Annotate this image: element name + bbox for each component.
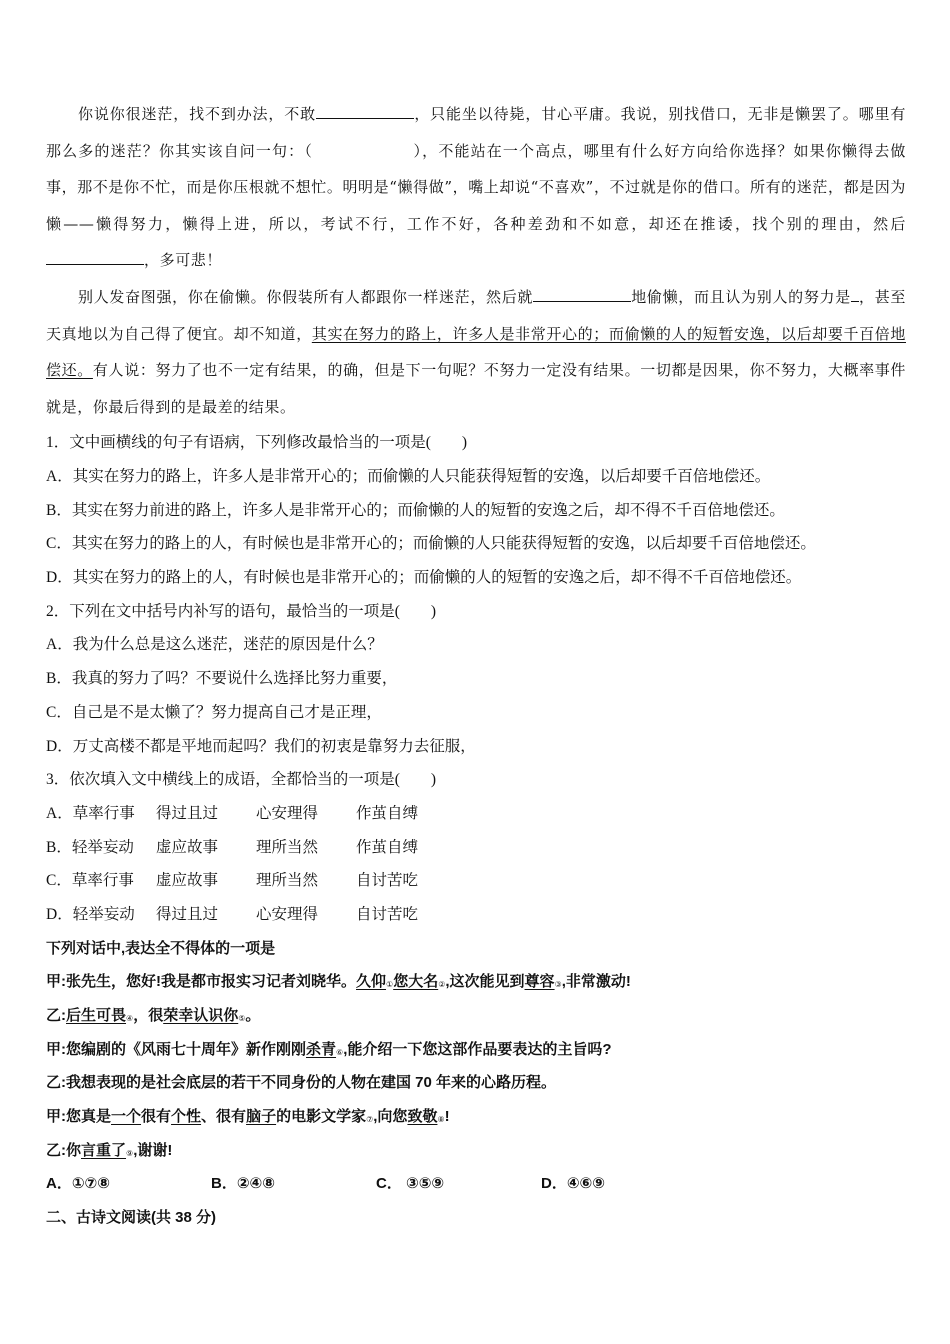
dialogue-line-4: 乙:我想表现的是社会底层的若干不同身份的人物在建国 70 年来的心路历程。 — [46, 1074, 557, 1092]
circled-number: ② — [438, 980, 446, 990]
idiom: D．轻举妄动 — [46, 905, 135, 923]
underlined-word: 您大名 — [393, 973, 439, 991]
dialogue-text: 甲:张先生，您好!我是都市报实习记者刘晓华。 — [46, 973, 356, 991]
idiom: 理所当然 — [256, 872, 319, 890]
dialogue-text: 甲:您真是 — [46, 1108, 111, 1126]
question-1-option-d: D．其实在努力的路上的人，有时候也是非常开心的；而偷懒的人的短暂的安逸之后，却不得不千百倍地偿还。 — [46, 569, 802, 587]
fill-blank-1 — [316, 104, 414, 119]
underlined-word: 杀青 — [306, 1040, 337, 1058]
idiom: C．草率行事 — [46, 872, 134, 890]
document-page — [46, 96, 906, 1235]
passage-text: ，甚至天真地以为自己得了便宜。却不知道， — [46, 287, 907, 343]
dialogue-text: ,非常激动! — [561, 973, 631, 991]
passage-text: 你说你很迷茫，找不到办法，不敢 — [78, 105, 317, 123]
idiom: 心安理得 — [256, 905, 319, 923]
circled-number: ① — [386, 980, 394, 990]
circled-number: ⑥ — [336, 1047, 344, 1057]
passage-text: 有人说：努力了也不一定有结果，的确，但是下一句呢？不努力一定没有结果。一切都是因果，你不努力，大概率事件就是，你最后得到的是最差的结果。 — [46, 361, 906, 416]
idiom: 作茧自缚 — [356, 804, 419, 822]
circled-number: ③ — [554, 980, 562, 990]
idiom: 自讨苦吃 — [356, 905, 419, 923]
circled-number: ④ — [126, 1014, 134, 1024]
question-2-option-a: A．我为什么总是这么迷茫，迷茫的原因是什么？ — [46, 636, 383, 654]
idiom: 作茧自缚 — [356, 838, 419, 856]
question-4-stem: 下列对话中,表达全不得体的一项是 — [46, 939, 276, 957]
fill-blank-2 — [46, 250, 144, 265]
idiom: 自讨苦吃 — [356, 872, 419, 890]
passage-text: ），不能站在一个高点，哪里有什么好方向给你选择？如果你懒得去做事，那不是你不忙，而是你压根就不想忙。明明是“懒得做”，嘴上却说“不喜欢”，不过就是你的借口。所有的迷茫，都是因为懒——懒得努力，懒得上进，所以，考试不行，工作不好，各种差劲和不如意，却还在推诿，找个别的理由，然后 — [46, 141, 907, 233]
underlined-word: 一个 — [111, 1108, 142, 1126]
question-2-stem: 2．下列在文中括号内补写的语句，最恰当的一项是( ) — [46, 602, 437, 620]
dialogue-text: ,谢谢! — [133, 1141, 173, 1159]
question-3-stem: 3．依次填入文中横线上的成语，全都恰当的一项是( ) — [46, 771, 437, 789]
fill-blank-3 — [533, 287, 631, 302]
question-4-options — [46, 1167, 906, 1201]
idiom: 心安理得 — [256, 804, 319, 822]
question-3-option-c — [46, 864, 906, 898]
idiom: 得过且过 — [156, 804, 219, 822]
question-3-option-b — [46, 831, 906, 865]
dialogue-text: ,这次能见到 — [445, 973, 525, 991]
question-1-option-c: C．其实在努力的路上的人，有时候也是非常开心的；而偷懒的人只能获得短暂的安逸，以后却要千百倍地偿还。 — [46, 535, 816, 553]
idiom: 虚应故事 — [156, 872, 219, 890]
dialogue-line-1 — [46, 965, 906, 999]
passage-text: ，只能坐以待毙，甘心平庸。我说，别找借口，无非是懒罢了。哪里有那么多的迷茫？你其实该自问一句：（ — [46, 105, 906, 160]
underlined-word: 脑子 — [246, 1108, 277, 1126]
answer-option-c: C． ③⑤⑨ — [376, 1175, 445, 1193]
dialogue-text: 乙: — [46, 1007, 66, 1025]
dialogue-text: ，很 — [133, 1007, 164, 1025]
dialogue-text: 乙:你 — [46, 1141, 81, 1159]
underlined-word: 言重了 — [81, 1141, 127, 1159]
question-3-option-d — [46, 898, 906, 932]
idiom: B．轻举妄动 — [46, 838, 134, 856]
dialogue-text: 。 — [245, 1007, 261, 1025]
dialogue-text: ! — [444, 1108, 450, 1126]
underlined-word: 个性 — [171, 1108, 202, 1126]
answer-option-a: A．①⑦⑧ — [46, 1175, 110, 1193]
fill-blank-4 — [851, 287, 859, 302]
question-1-stem: 1．文中画横线的句子有语病，下列修改最恰当的一项是( ) — [46, 434, 468, 452]
passage-text: 别人发奋图强，你在偷懒。你假装所有人都跟你一样迷茫，然后就 — [78, 287, 534, 306]
answer-option-d: D．④⑥⑨ — [541, 1175, 605, 1193]
underlined-word: 后生可畏 — [66, 1007, 127, 1025]
passage-paragraph-2 — [46, 279, 906, 425]
dialogue-text: 的电影文学家 — [276, 1108, 367, 1126]
dialogue-line-5 — [46, 1100, 906, 1134]
dialogue-line-3 — [46, 1033, 906, 1067]
answer-option-b: B．②④⑧ — [211, 1175, 275, 1193]
idiom: A．草率行事 — [46, 804, 135, 822]
circled-number: ⑨ — [126, 1148, 134, 1158]
underlined-word: 荣幸认识你 — [163, 1007, 239, 1025]
dialogue-line-2 — [46, 999, 906, 1033]
circled-number: ⑦ — [366, 1115, 374, 1125]
question-2-option-c: C．自己是不是太懒了？努力提高自己才是正理， — [46, 703, 382, 721]
passage-text: 地偷懒，而且认为别人的努力是 — [631, 287, 851, 306]
circled-number: ⑤ — [238, 1014, 246, 1024]
question-1-option-b: B．其实在努力前进的路上，许多人是非常开心的；而偷懒的人的短暂的安逸之后，却不得不千百倍地偿还。 — [46, 501, 785, 519]
section-heading: 二、古诗文阅读(共 38 分) — [46, 1209, 217, 1227]
question-2-option-b: B．我真的努力了吗？不要说什么选择比努力重要， — [46, 670, 398, 688]
circled-number: ⑧ — [437, 1115, 445, 1125]
dialogue-line-6 — [46, 1134, 906, 1168]
question-2-option-d: D．万丈高楼不都是平地而起吗？我们的初衷是靠努力去征服， — [46, 737, 476, 755]
idiom: 理所当然 — [256, 838, 319, 856]
underlined-sentence: 其实在努力的路上，许多人是非常开心的；而偷懒的人的短暂安逸，以后却要千百倍地偿还。 — [46, 324, 906, 380]
dialogue-text: 、很有 — [201, 1108, 247, 1126]
passage-paragraph-1 — [46, 96, 906, 279]
idiom: 虚应故事 — [156, 838, 219, 856]
idiom: 得过且过 — [156, 905, 219, 923]
underlined-word: 尊容 — [524, 973, 555, 991]
question-3-option-a — [46, 797, 906, 831]
dialogue-text: ,向您 — [373, 1108, 408, 1126]
dialogue-text: ,能介绍一下您这部作品要表达的主旨吗? — [343, 1040, 612, 1058]
dialogue-text: 甲:您编剧的《风雨七十周年》新作刚刚 — [46, 1040, 306, 1058]
underlined-word: 久仰 — [356, 973, 387, 991]
passage-text: ，多可悲！ — [144, 251, 223, 270]
dialogue-text: 很有 — [141, 1108, 172, 1126]
underlined-word: 致敬 — [407, 1108, 438, 1126]
question-1-option-a: A．其实在努力的路上，许多人是非常开心的；而偷懒的人只能获得短暂的安逸，以后却要千百倍地偿还。 — [46, 468, 771, 486]
